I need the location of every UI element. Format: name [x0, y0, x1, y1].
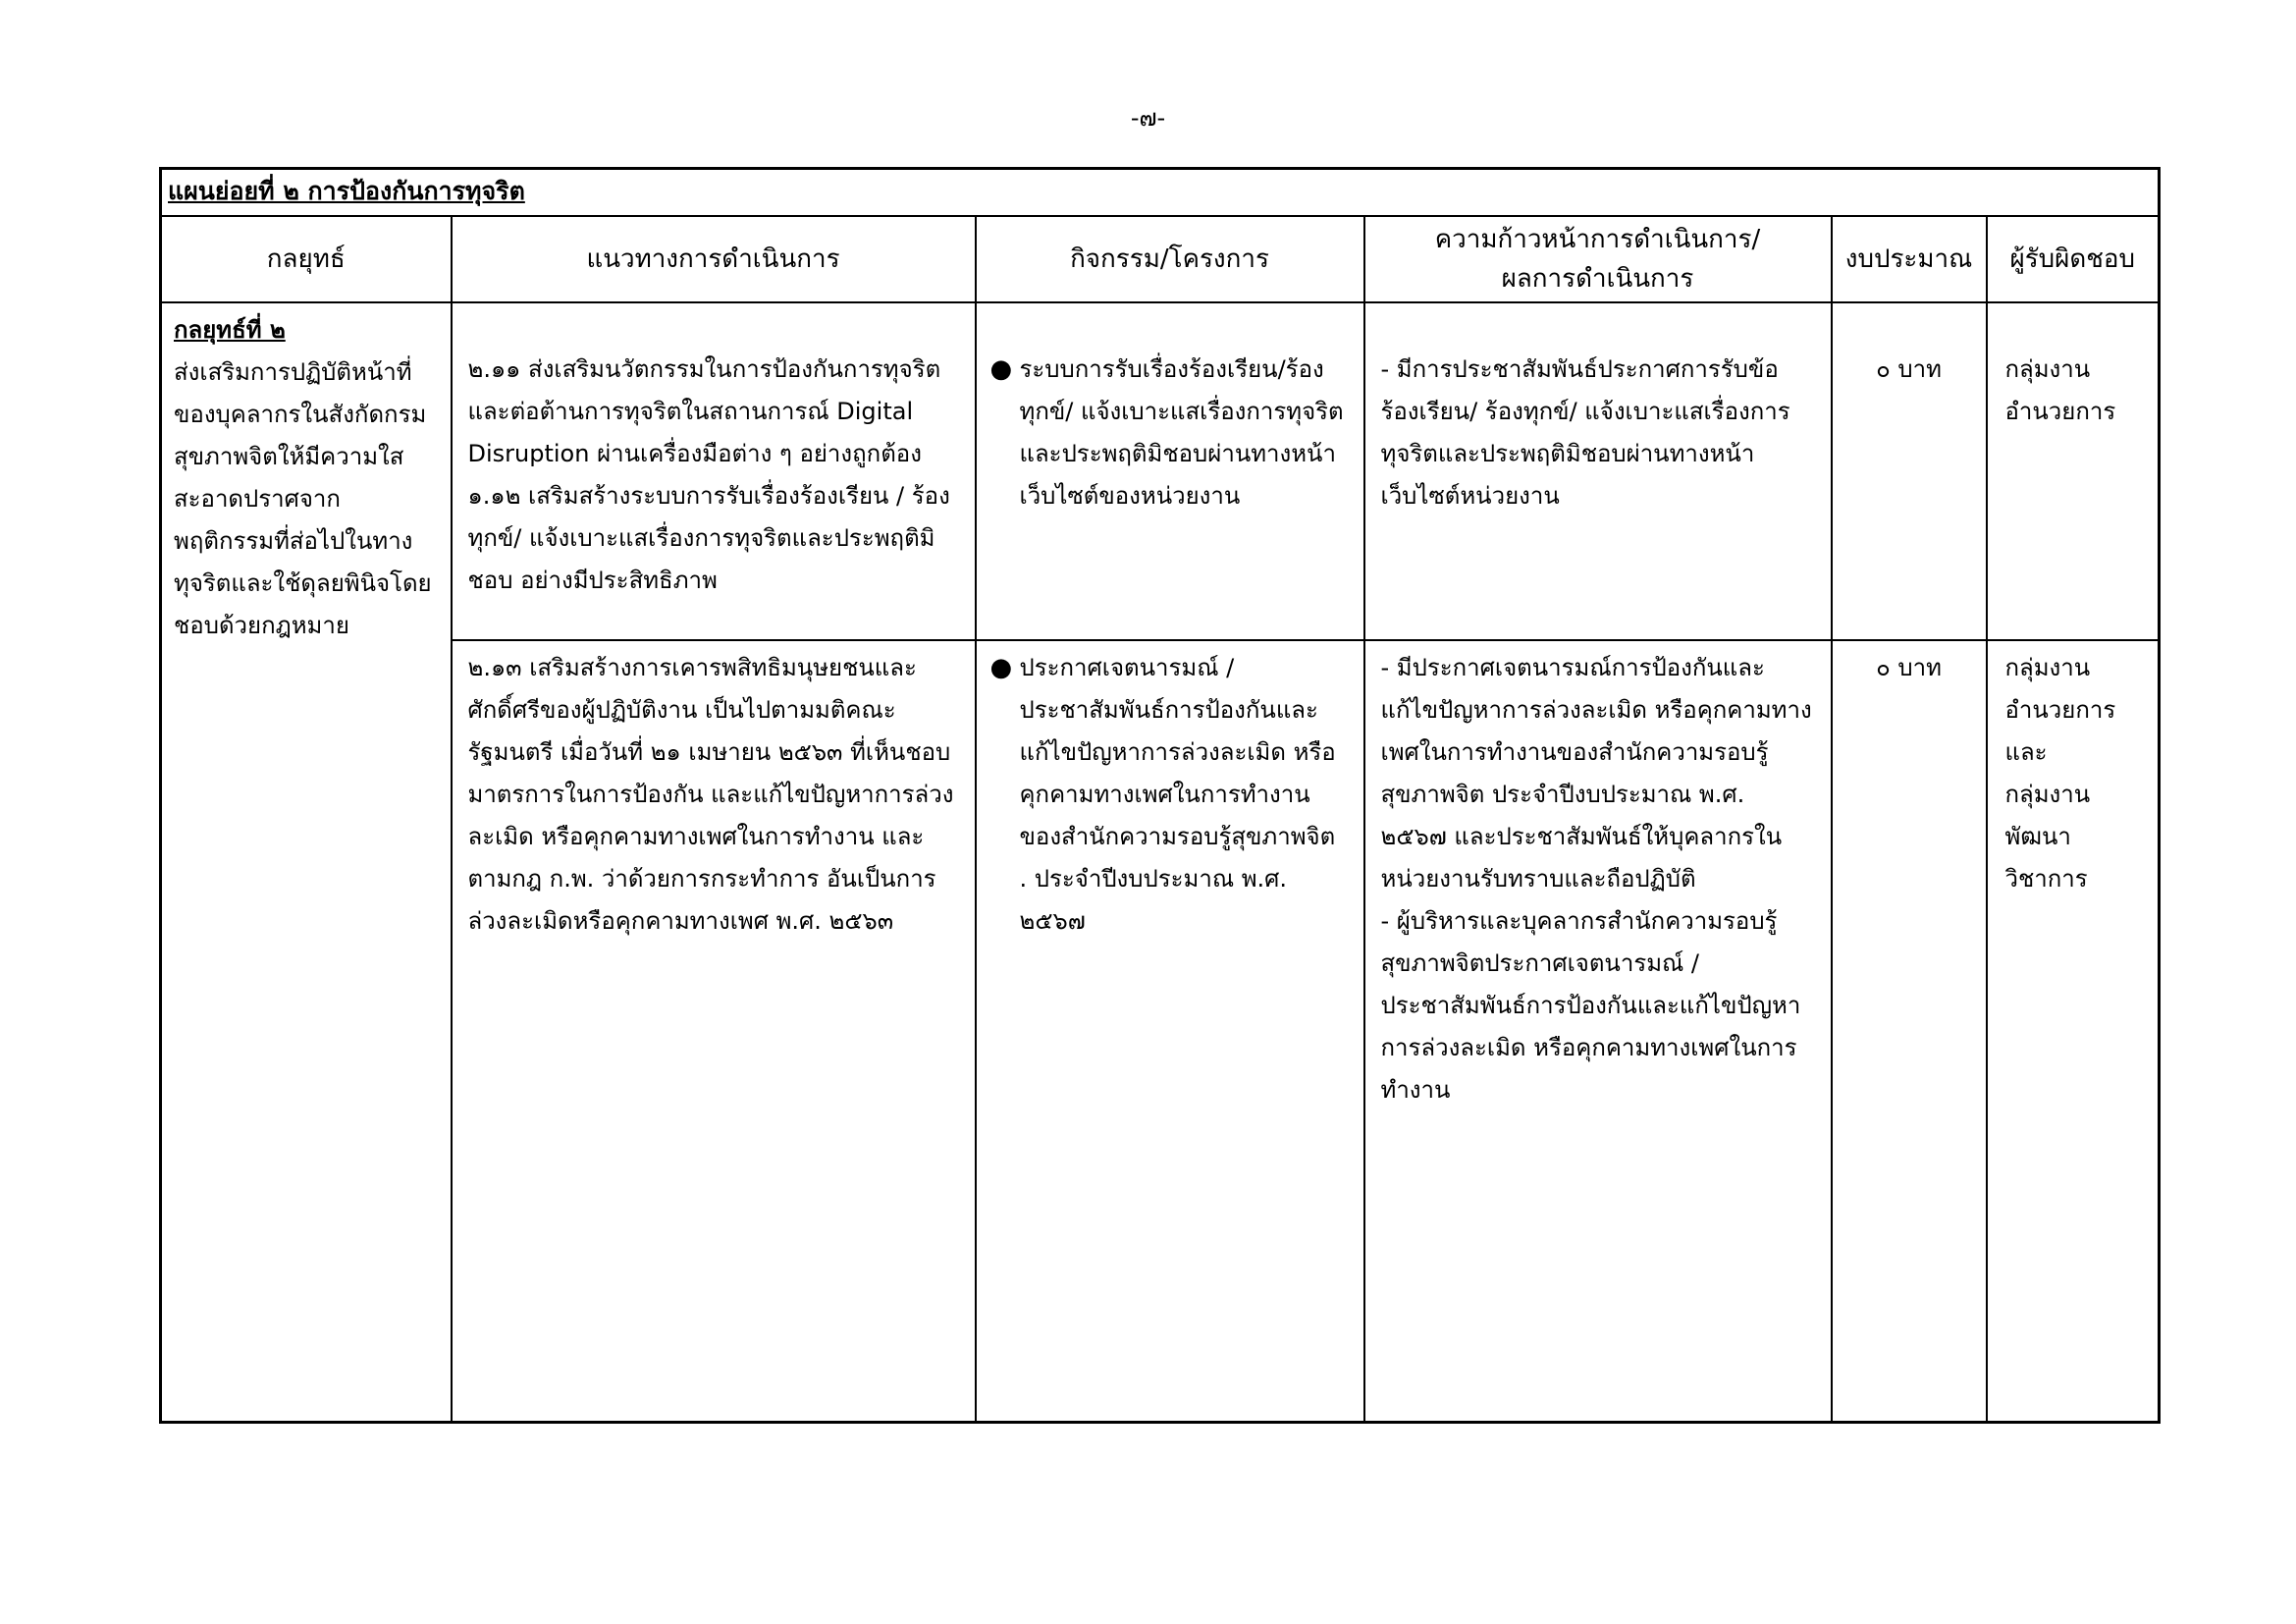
progress-item: - มีประกาศเจตนารมณ์การป้องกันและแก้ไขปัญหาการล่วงละเมิด หรือคุกคามทางเพศในการทำงานของสำนักความรอบรู้สุขภาพจิต ประจำปีงบประมาณ พ.ศ. ๒๕๖๗ และประชาสัมพันธ์ให้บุคลากรในหน่วยงานรับทราบและถือปฏิบัติ [1380, 654, 1812, 893]
progress-cell [1364, 302, 1832, 640]
header-progress-line2: ผลการดำเนินการ [1501, 264, 1694, 294]
responsible-line: อำนวยการและ [2004, 696, 2116, 766]
responsible-cell [1987, 302, 2160, 640]
plan-table [159, 167, 2161, 1424]
responsible-line: อำนวยการ [2004, 398, 2116, 425]
responsible-line: กลุ่มงาน [2004, 355, 2091, 383]
header-responsible: ผู้รับผิดชอบ [1987, 216, 2160, 302]
approach-item: ๒.๑๓ เสริมสร้างการเคารพสิทธิมนุษยชนและศักดิ์ศรีของผู้ปฏิบัติงาน เป็นไปตามมติคณะรัฐมนตรี เมื่อวันที่ ๒๑ เมษายน ๒๕๖๓ ที่เห็นชอบมาตรการในการป้องกัน และแก้ไขปัญหาการล่วงละเมิด หรือคุกคามทางเพศในการทำงาน และตามกฎ ก.พ. ว่าด้วยการกระทำการ อันเป็นการล่วงละเมิดหรือคุกคามทางเพศ พ.ศ. ๒๕๖๓ [467, 654, 954, 935]
progress-item: - มีการประชาสัมพันธ์ประกาศการรับข้อร้องเรียน/ ร้องทุกข์/ แจ้งเบาะแสเรื่องการทุจริตและประพฤติมิชอบผ่านทางหน้าเว็บไซต์หน่วยงาน [1380, 355, 1790, 510]
progress-cell [1364, 640, 1832, 1423]
header-strategy: กลยุทธ์ [161, 216, 452, 302]
strategy-cell [161, 302, 452, 1423]
plan-title-cell [161, 169, 2160, 217]
plan-title: แผนย่อยที่ ๒ การป้องกันการทุจริต [168, 177, 525, 205]
bullet-icon: ● [989, 354, 1013, 384]
table-row [161, 640, 2160, 1423]
header-progress-line1: ความก้าวหน้าการดำเนินการ/ [1434, 225, 1761, 254]
responsible-cell [1987, 640, 2160, 1423]
header-budget: งบประมาณ [1832, 216, 1987, 302]
strategy-heading: กลยุทธ์ที่ ๒ [174, 316, 286, 344]
table-row [161, 302, 2160, 640]
responsible-line: กลุ่มงานพัฒนา [2004, 781, 2091, 850]
activity-cell [976, 640, 1364, 1423]
progress-item: - ผู้บริหารและบุคลากรสำนักความรอบรู้สุขภาพจิตประกาศเจตนารมณ์ / ประชาสัมพันธ์การป้องกันและแก้ไขปัญหาการล่วงละเมิด หรือคุกคามทางเพศในการทำงาน [1380, 907, 1801, 1104]
header-approach: แนวทางการดำเนินการ [452, 216, 976, 302]
page-number: -๗- [1130, 104, 1166, 132]
header-activity: กิจกรรม/โครงการ [976, 216, 1364, 302]
approach-cell [452, 640, 976, 1423]
responsible-line: วิชาการ [2004, 865, 2088, 893]
table-header-row [161, 216, 2160, 302]
strategy-text: ส่งเสริมการปฏิบัติหน้าที่ของบุคลากรในสังกัดกรมสุขภาพจิตให้มีความใสสะอาดปราศจากพฤติกรรมที่ส่อไปในทางทุจริตและใช้ดุลยพินิจโดยชอบด้วยกฎหมาย [174, 358, 432, 639]
activity-text: ประกาศเจตนารมณ์ / ประชาสัมพันธ์การป้องกันและแก้ไขปัญหาการล่วงละเมิด หรือคุกคามทางเพศในการทำงานของสำนักความรอบรู้สุขภาพจิต . ประจำปีงบประมาณ พ.ศ. ๒๕๖๗ [1019, 654, 1336, 935]
bullet-icon: ● [989, 653, 1013, 682]
approach-cell [452, 302, 976, 640]
activity-cell [976, 302, 1364, 640]
approach-item: ๒.๑๑ ส่งเสริมนวัตกรรมในการป้องกันการทุจริตและต่อต้านการทุจริตในสถานการณ์ Digital Disruption ผ่านเครื่องมือต่าง ๆ อย่างถูกต้อง [467, 355, 941, 467]
budget-cell: ๐ บาท [1832, 302, 1987, 640]
responsible-line: กลุ่มงาน [2004, 654, 2091, 681]
header-progress [1364, 216, 1832, 302]
budget-cell: ๐ บาท [1832, 640, 1987, 1423]
approach-item: ๑.๑๒ เสริมสร้างระบบการรับเรื่องร้องเรียน / ร้องทุกข์/ แจ้งเบาะแสเรื่องการทุจริตและประพฤติมิชอบ อย่างมีประสิทธิภาพ [467, 482, 950, 594]
activity-text: ระบบการรับเรื่องร้องเรียน/ร้องทุกข์/ แจ้งเบาะแสเรื่องการทุจริตและประพฤติมิชอบผ่านทางหน้าเว็บไซต์ของหน่วยงาน [1019, 355, 1344, 510]
